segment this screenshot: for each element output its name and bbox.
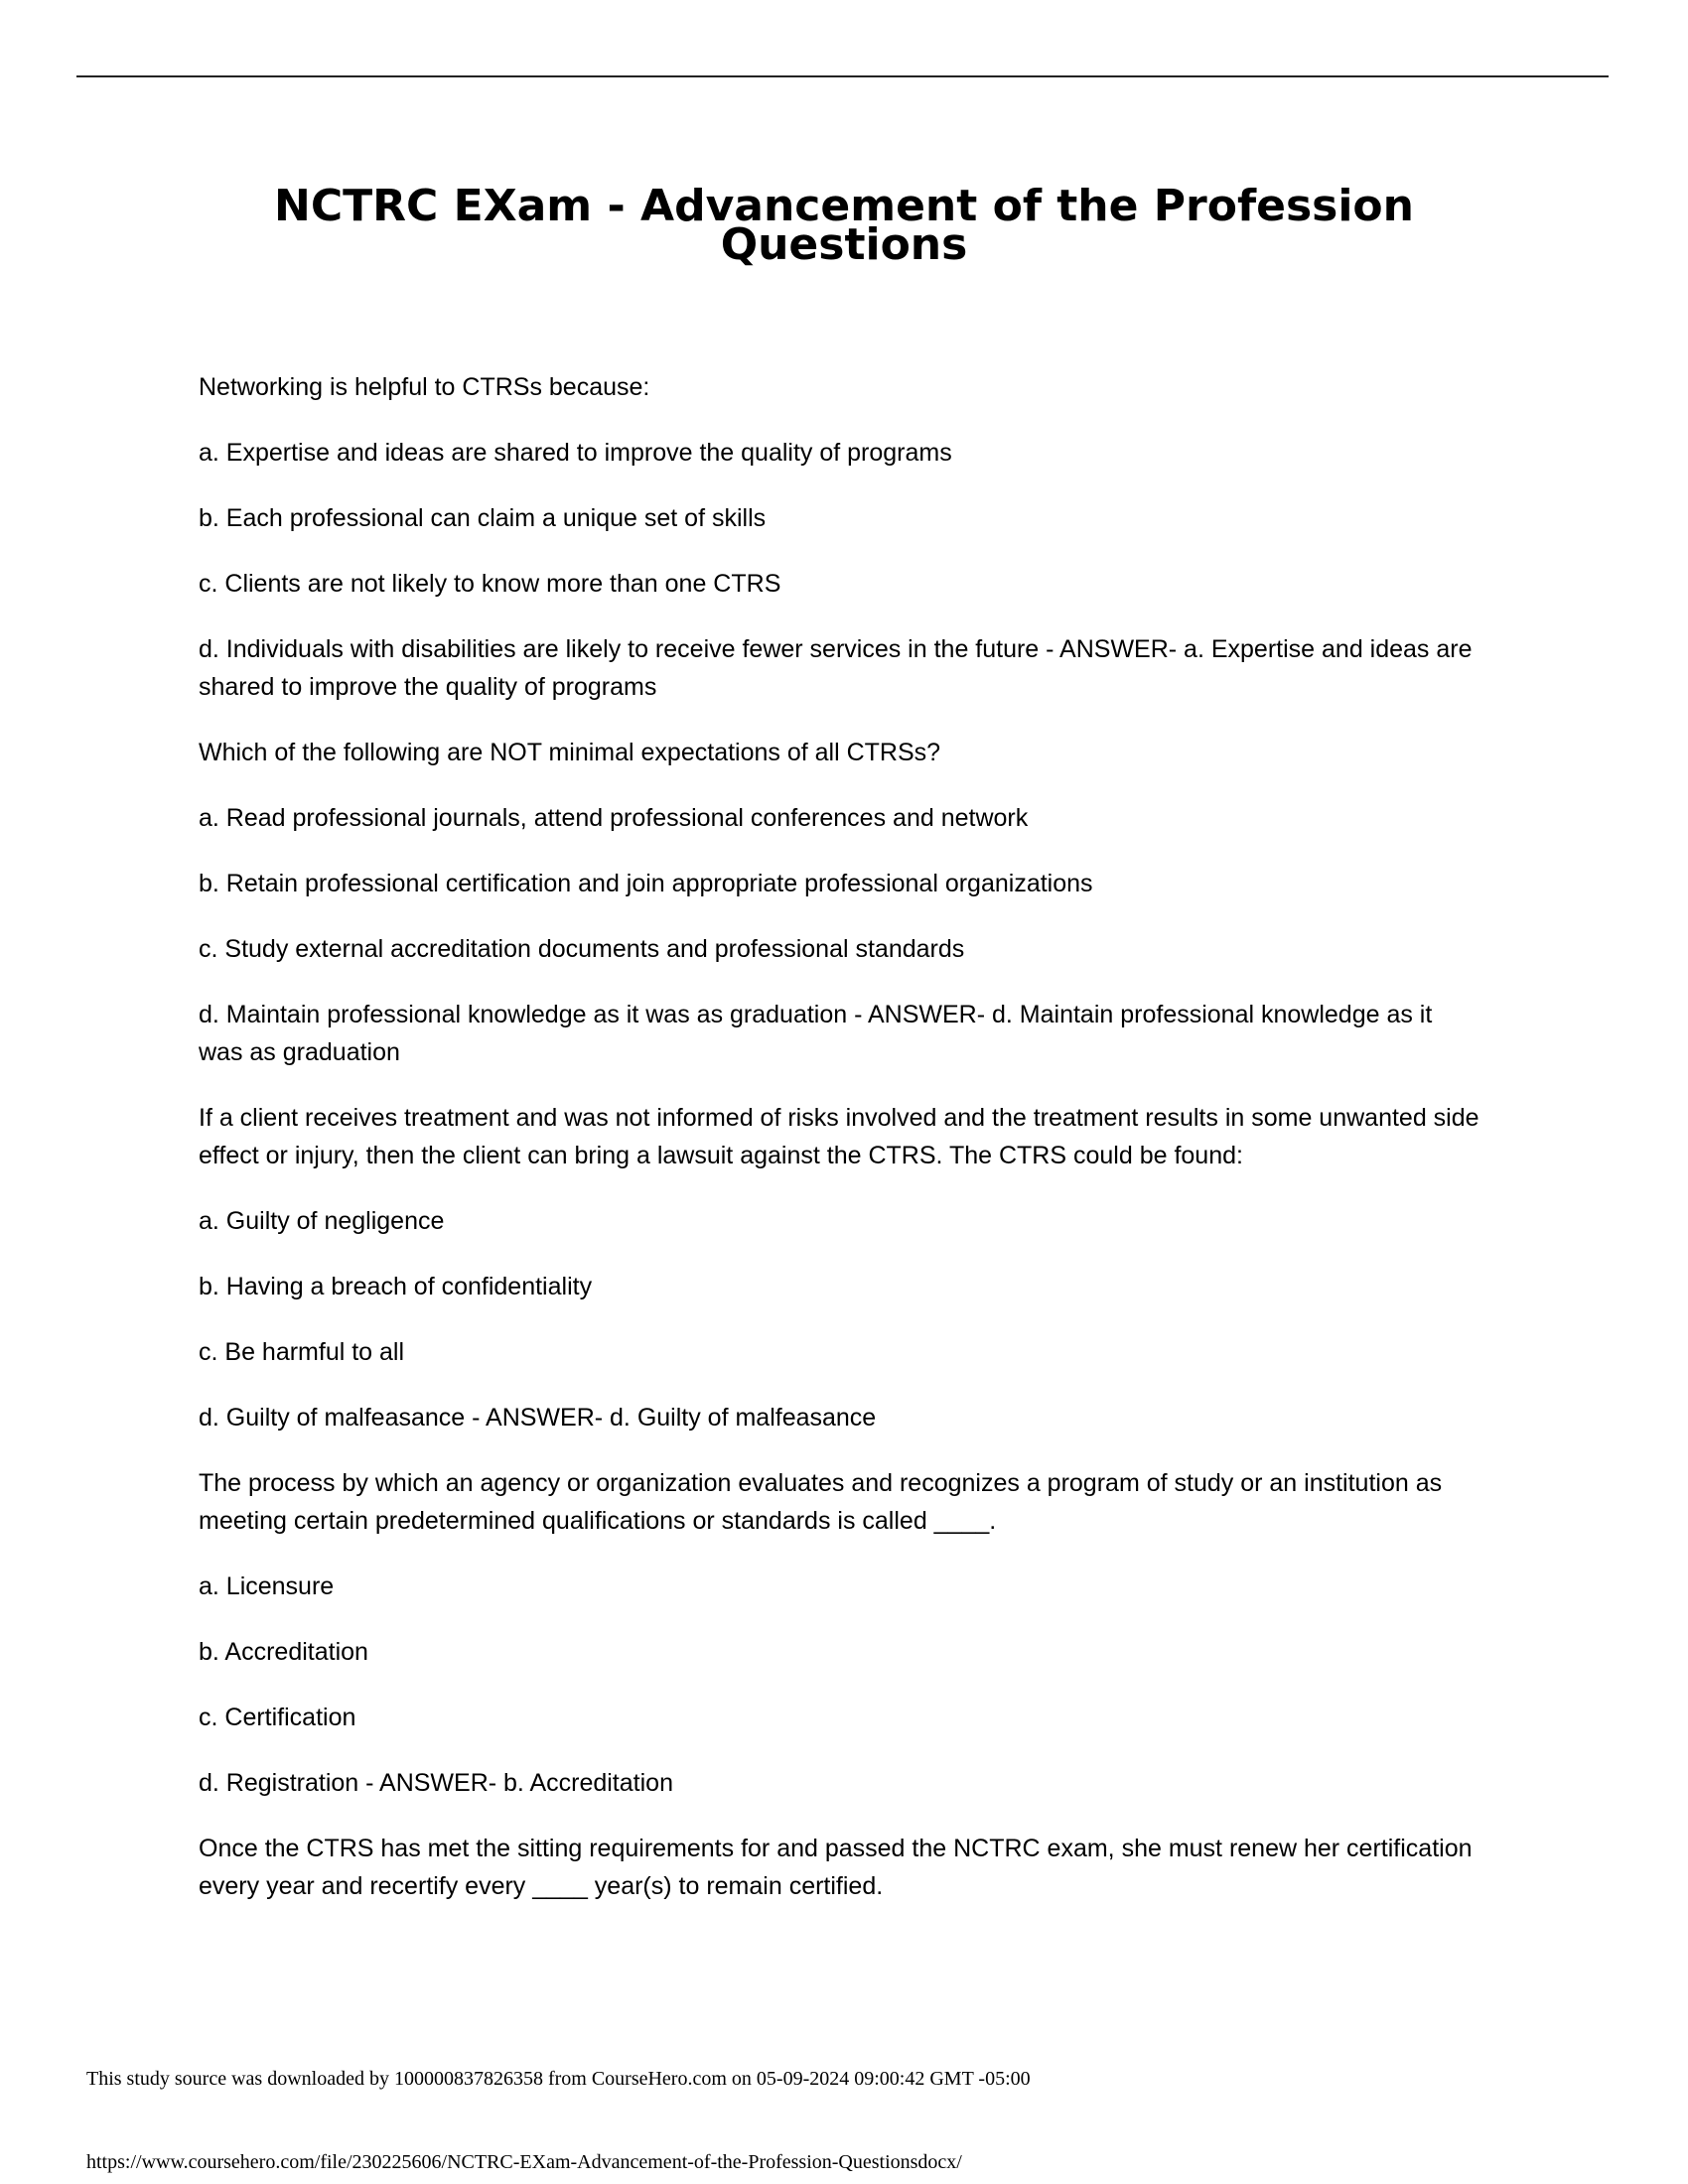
question-4: The process by which an agency or organization evaluates and recognizes a program of study or an institution as meeting certain predetermined qualifications or standards is called ____. bbox=[199, 1469, 1443, 1535]
question-1: Networking is helpful to CTRSs because: bbox=[199, 373, 650, 401]
question-5: Once the CTRS has met the sitting requirements for and passed the NCTRC exam, she must renew her certification every year and recertify every ____ year(s) to remain certified. bbox=[199, 1835, 1473, 1900]
q1-option-c: c. Clients are not likely to know more than one CTRS bbox=[199, 570, 781, 598]
question-2: Which of the following are NOT minimal expectations of all CTRSs? bbox=[199, 739, 941, 766]
q4-option-b: b. Accreditation bbox=[199, 1638, 368, 1666]
q2-option-d-answer: d. Maintain professional knowledge as it was as graduation - ANSWER- d. Maintain professional knowledge as it was as graduation bbox=[199, 1001, 1433, 1066]
q3-option-a: a. Guilty of negligence bbox=[199, 1207, 445, 1235]
document-body bbox=[199, 368, 1479, 1933]
q4-option-c: c. Certification bbox=[199, 1704, 356, 1731]
question-3: If a client receives treatment and was not informed of risks involved and the treatment results in some unwanted side effect or injury, then the client can bring a lawsuit against the CTRS. The CTRS could be found: bbox=[199, 1104, 1479, 1169]
title-line-2: Questions bbox=[720, 219, 968, 270]
q4-option-d-answer: d. Registration - ANSWER- b. Accreditation bbox=[199, 1769, 673, 1797]
title-line-1: NCTRC EXam - Advancement of the Profession bbox=[274, 181, 1414, 231]
download-notice: This study source was downloaded by 100000837826358 from CourseHero.com on 05-09-2024 09:00:42 GMT -05:00 bbox=[86, 2068, 1031, 2090]
q4-option-a: a. Licensure bbox=[199, 1572, 335, 1600]
q3-option-c: c. Be harmful to all bbox=[199, 1338, 405, 1366]
page-title bbox=[0, 181, 1688, 270]
q2-option-a: a. Read professional journals, attend professional conferences and network bbox=[199, 804, 1029, 832]
source-url[interactable]: https://www.coursehero.com/file/230225606/NCTRC-EXam-Advancement-of-the-Profession-Questionsdocx/ bbox=[86, 2151, 962, 2173]
q3-option-d-answer: d. Guilty of malfeasance - ANSWER- d. Guilty of malfeasance bbox=[199, 1404, 877, 1432]
header-rule bbox=[76, 75, 1609, 77]
q1-option-b: b. Each professional can claim a unique set of skills bbox=[199, 504, 767, 532]
q1-option-a: a. Expertise and ideas are shared to improve the quality of programs bbox=[199, 439, 952, 467]
q1-option-d-answer: d. Individuals with disabilities are likely to receive fewer services in the future - ANSWER- a. Expertise and ideas are shared to improve the quality of programs bbox=[199, 635, 1473, 701]
q3-option-b: b. Having a breach of confidentiality bbox=[199, 1273, 593, 1300]
q2-option-b: b. Retain professional certification and join appropriate professional organizations bbox=[199, 870, 1093, 897]
q2-option-c: c. Study external accreditation documents and professional standards bbox=[199, 935, 965, 963]
